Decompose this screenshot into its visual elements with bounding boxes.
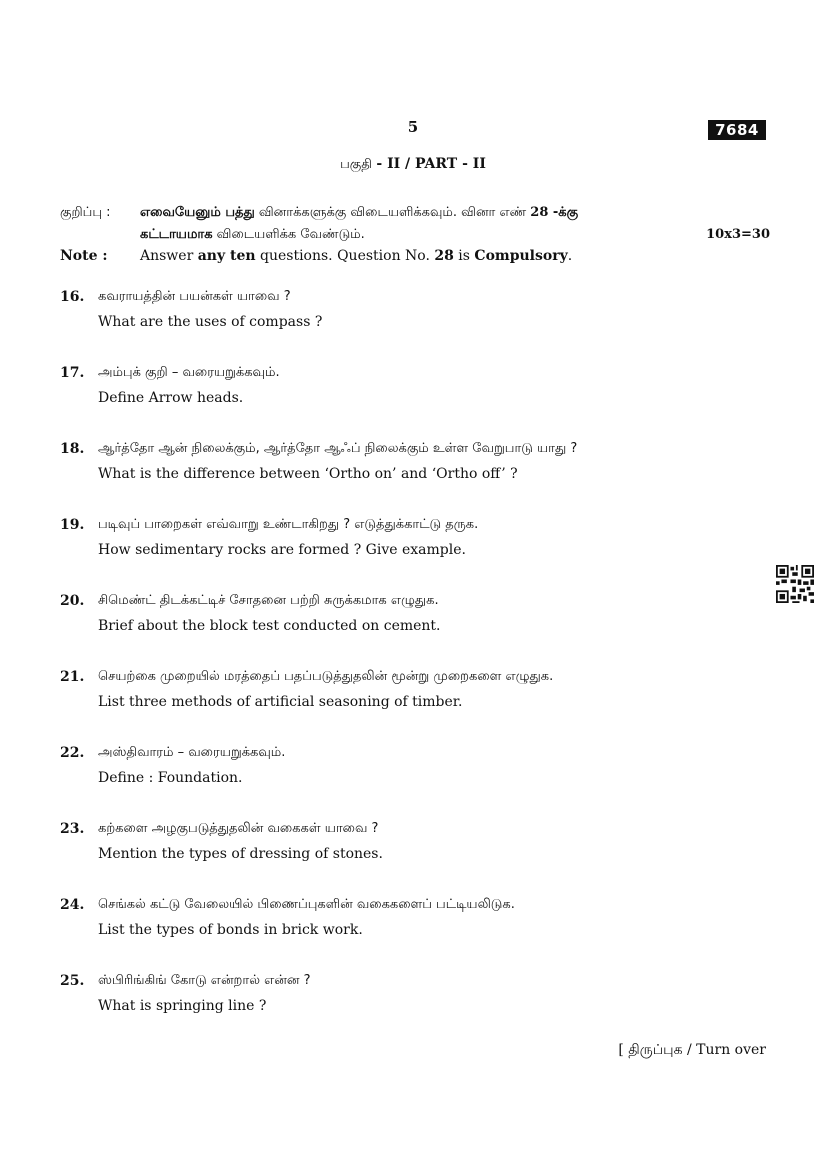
question-tamil: செங்கல் கட்டு வேலையில் பிணைப்புகளின் வகைகளைப் பட்டியலிடுக.	[98, 897, 515, 912]
turn-over-label: [ திருப்புக / Turn over	[618, 1042, 766, 1058]
question-tamil: ஆர்த்தோ ஆன் நிலைக்கும், ஆர்த்தோ ஆஃப் நிலைக்கும் உள்ள வேறுபாடு யாது ?	[98, 441, 578, 456]
question-tamil: கற்களை அழகுபடுத்துதலின் வகைகள் யாவை ?	[98, 821, 379, 836]
note-english-text1: Answer	[140, 248, 198, 264]
note-english-label: Note :	[60, 248, 108, 264]
question-english: Define Arrow heads.	[98, 390, 244, 406]
page-number: 5	[407, 118, 419, 136]
question-number: 22.	[60, 745, 85, 761]
note-tamil-bold2: கட்டாயமாக	[140, 227, 213, 242]
question-number: 19.	[60, 517, 85, 533]
question-tamil: அஸ்திவாரம் – வரையறுக்கவும்.	[98, 745, 286, 760]
question-number: 23.	[60, 821, 85, 837]
question-tamil: செயற்கை முறையில் மரத்தைப் பதப்படுத்துதலின் மூன்று முறைகளை எழுதுக.	[98, 669, 554, 684]
part-title	[0, 156, 826, 173]
question-number: 18.	[60, 441, 85, 457]
question-tamil: படிவுப் பாறைகள் எவ்வாறு உண்டாகிறது ? எடுத்துக்காட்டு தருக.	[98, 517, 479, 532]
paper-code-badge: 7684	[708, 120, 766, 140]
note-tamil-qnum: 28	[530, 205, 549, 220]
question-tamil: அம்புக் குறி – வரையறுக்கவும்.	[98, 365, 280, 380]
note-english-text2: questions. Question No.	[255, 248, 435, 264]
question-english: List the types of bonds in brick work.	[98, 922, 363, 938]
note-english-text3: is	[453, 248, 475, 264]
question-tamil: ஸ்பிரிங்கிங் கோடு என்றால் என்ன ?	[98, 973, 311, 988]
question-number: 24.	[60, 897, 85, 913]
note-english-bold1: any ten	[197, 248, 256, 264]
note-english-bold2: Compulsory	[474, 248, 568, 264]
question-english: Define : Foundation.	[98, 770, 243, 786]
part-title-tamil: பகுதி	[340, 157, 372, 172]
question-number: 21.	[60, 669, 85, 685]
note-tamil-bold1: எவையேனும் பத்து	[140, 205, 255, 220]
question-number: 20.	[60, 593, 85, 609]
question-english: How sedimentary rocks are formed ? Give example.	[98, 542, 466, 558]
question-english: What is springing line ?	[98, 998, 267, 1014]
question-number: 25.	[60, 973, 85, 989]
question-english: List three methods of artificial seasoning of timber.	[98, 694, 463, 710]
note-english-qnum: 28	[434, 248, 454, 264]
marks-allocation: 10x3=30	[706, 227, 770, 242]
part-title-english: - II / PART - II	[376, 156, 486, 172]
note-tamil-label: குறிப்பு :	[60, 205, 111, 220]
note-tamil-text1: வினாக்களுக்கு விடையளிக்கவும். வினா எண்	[254, 205, 531, 220]
note-tamil-body	[140, 202, 770, 246]
note-tamil-text2: -க்கு	[548, 205, 579, 220]
question-tamil: சிமெண்ட் திடக்கட்டிச் சோதனை பற்றி சுருக்கமாக எழுதுக.	[98, 593, 439, 608]
note-tamil-text3: விடையளிக்க வேண்டும்.	[212, 227, 365, 242]
question-number: 16.	[60, 289, 85, 305]
question-english: Brief about the block test conducted on cement.	[98, 618, 441, 634]
question-tamil: கவராயத்தின் பயன்கள் யாவை ?	[98, 289, 291, 304]
note-english-text4: .	[567, 248, 573, 264]
question-number: 17.	[60, 365, 85, 381]
qr-code-icon	[776, 565, 814, 603]
question-english: What is the difference between ‘Ortho on’ and ‘Ortho off’ ?	[98, 466, 518, 482]
question-english: Mention the types of dressing of stones.	[98, 846, 383, 862]
note-english-body	[140, 248, 572, 264]
question-english: What are the uses of compass ?	[98, 314, 323, 330]
